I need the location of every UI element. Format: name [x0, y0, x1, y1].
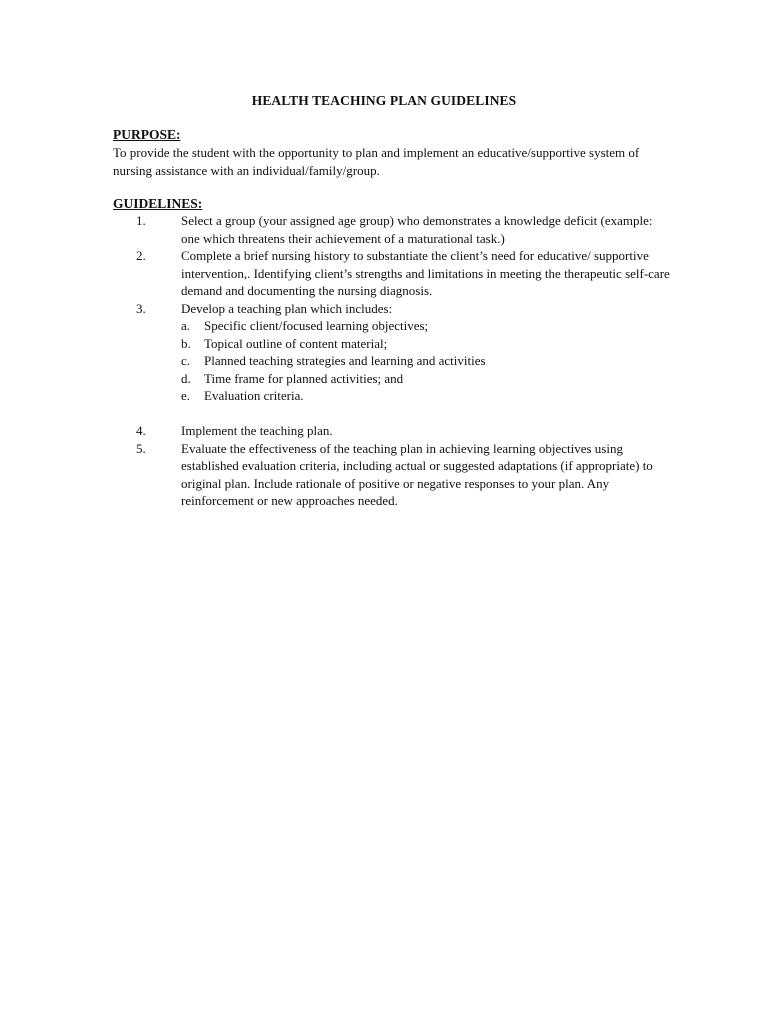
- sublist-letter: d.: [181, 370, 191, 386]
- teaching-plan-sublist: [181, 317, 673, 405]
- guideline-number: 3.: [136, 300, 146, 316]
- guideline-number: 1.: [136, 213, 146, 228]
- sublist-text: Evaluation criteria.: [204, 388, 304, 403]
- guideline-text: Implement the teaching plan.: [181, 423, 333, 438]
- sublist-item-c: [181, 352, 673, 370]
- guideline-text: Select a group (your assigned age group) who demonstrates a knowledge deficit (example: one which threatens their achievement of a maturational task.): [181, 213, 653, 246]
- sublist-text: Specific client/focused learning objectives;: [204, 318, 429, 333]
- document-title: HEALTH TEACHING PLAN GUIDELINES: [251, 93, 517, 108]
- sublist-item-b: [181, 335, 673, 353]
- guideline-item-2: [113, 247, 673, 300]
- guideline-text: Complete a brief nursing history to substantiate the client’s need for educative/ supportive intervention,. Identifying client’s strengths and limitations in meeting the therapeutic self-care demand and documenting the nursing diagnosis.: [181, 248, 670, 298]
- sublist-item-e: [181, 387, 673, 405]
- guideline-item-5: [113, 440, 673, 510]
- guideline-item-1: [113, 212, 673, 247]
- guideline-number: 2.: [136, 248, 146, 263]
- guideline-number: 4.: [136, 423, 146, 438]
- guideline-text: Develop a teaching plan which includes:: [181, 300, 393, 316]
- guideline-number: 5.: [136, 440, 146, 456]
- guideline-item-4: [113, 422, 673, 440]
- guidelines-heading: GUIDELINES:: [113, 196, 203, 211]
- purpose-text: To provide the student with the opportunity to plan and implement an educative/supportive system of nursing assistance with an individual/family/group.: [113, 145, 640, 178]
- guideline-text: Evaluate the effectiveness of the teaching plan in achieving learning objectives using established evaluation criteria, including actual or suggested adaptations (if appropriate) to original plan. Include rationale of positive or negative responses to your plan. Any reinforcement or new approaches needed.: [181, 440, 653, 508]
- guidelines-list: [113, 212, 673, 510]
- guideline-item-3: [113, 300, 673, 405]
- sublist-letter: e.: [181, 388, 191, 403]
- purpose-heading: PURPOSE:: [113, 127, 181, 142]
- sublist-text: Time frame for planned activities; and: [204, 370, 404, 386]
- sublist-text: Planned teaching strategies and learning and activities: [204, 353, 486, 368]
- sublist-text: Topical outline of content material;: [204, 335, 388, 351]
- sublist-item-a: [181, 317, 673, 335]
- sublist-letter: b.: [181, 335, 191, 351]
- sublist-item-d: [181, 370, 673, 388]
- sublist-letter: a.: [181, 318, 191, 333]
- sublist-letter: c.: [181, 353, 191, 368]
